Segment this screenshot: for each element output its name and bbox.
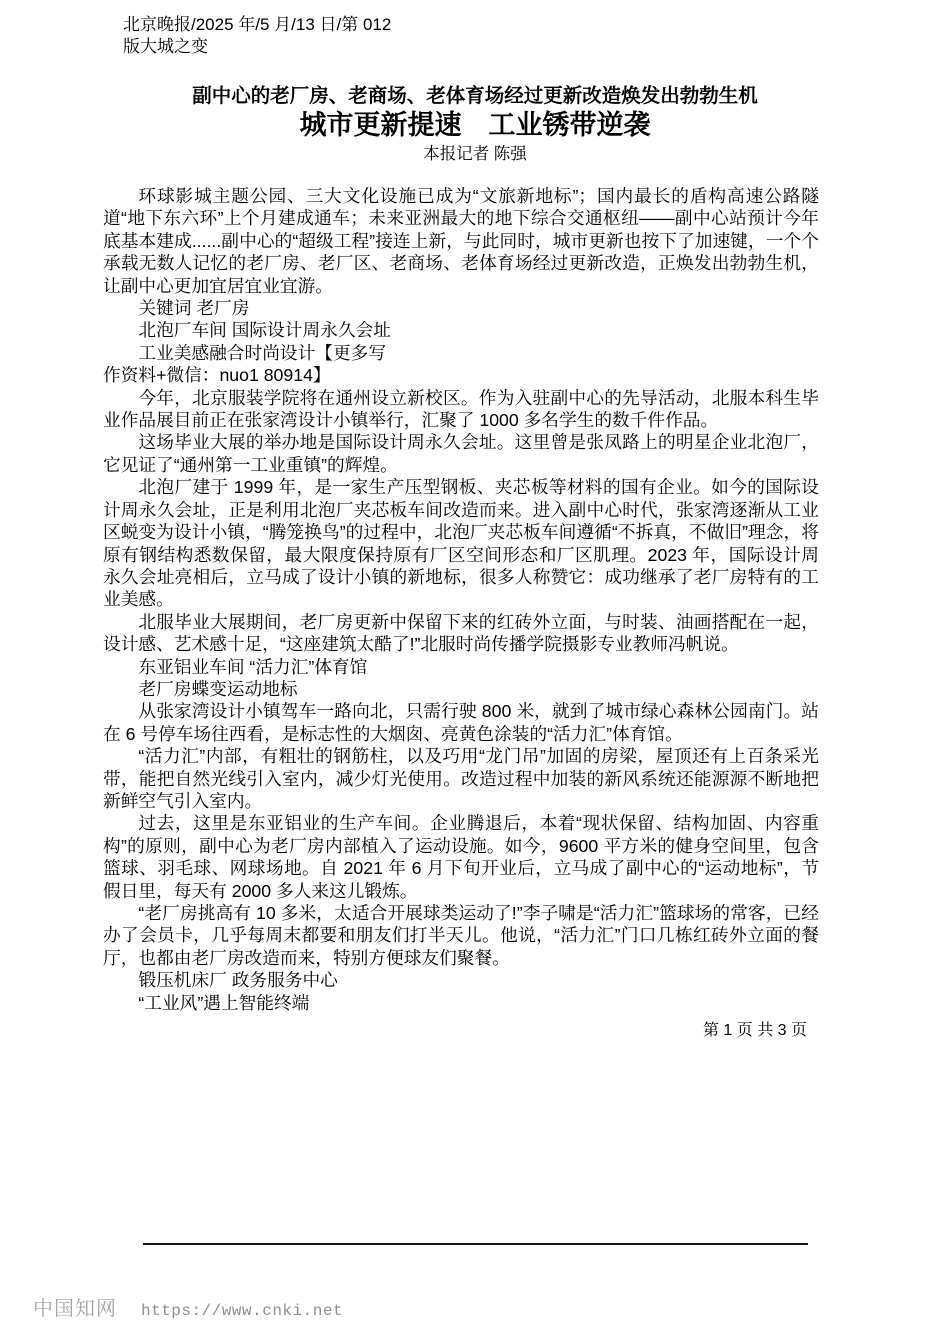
cnki-url-text: https://www.cnki.net	[141, 1302, 344, 1320]
paragraph-section-subheading: 工业美感融合时尚设计【更多写	[138, 342, 387, 363]
paragraph-body: 从张家湾设计小镇驾车一路向北，只需行驶 800 米，就到了城市绿心森林公园南门。站在 6 号停车场往西看，是标志性的大烟囱、亮黄色涂装的“活力汇”体育馆。	[103, 701, 819, 744]
paragraph-body: “老厂房挑高有 10 多米，太适合开展球类运动了!”李子啸是“活力汇”篮球场的常客，已经办了会员卡，几乎每周末都要和朋友们打半天儿。他说，“活力汇”门口几栋红砖外立面的餐厅，也都由老厂房改造而来，特别方便球友们聚餐。	[103, 903, 819, 968]
footer-divider	[143, 1243, 808, 1245]
paragraph-section-subheading: 老厂房蝶变运动地标	[138, 678, 298, 699]
article-body	[103, 185, 819, 1014]
paragraph-section-heading: 北泡厂车间 国际设计周永久会址	[138, 320, 391, 341]
paragraph-body: “活力汇”内部，有粗壮的钢筋柱，以及巧用“龙门吊”加固的房梁，屋顶还有上百条采光带，能把自然光线引入室内，减少灯光使用。改造过程中加装的新风系统还能源源不断地把新鲜空气引入室内。	[103, 746, 819, 811]
paragraph-section-heading: 锻压机床厂 政务服务中心	[138, 970, 338, 991]
paragraph-section-subheading: “工业风”遇上智能终端	[138, 992, 310, 1013]
paragraph-section-subheading-cont: 作资料+微信：nuo1 80914】	[103, 365, 331, 386]
article-byline: 本报记者 陈强	[423, 145, 527, 163]
cnki-logo-text: 中国知网	[33, 1298, 117, 1320]
article-title: 城市更新提速 工业锈带逆袭	[299, 110, 651, 140]
article-kicker: 副中心的老厂房、老商场、老体育场经过更新改造焕发出勃勃生机	[192, 85, 758, 107]
paragraph-section-heading: 东亚铝业车间 “活力汇”体育馆	[138, 656, 368, 677]
paragraph-keyword: 关键词 老厂房	[138, 298, 250, 319]
paragraph-body: 过去，这里是东亚铝业的生产车间。企业腾退后，本着“现状保留、结构加固、内容重构”的原则，副中心为老厂房内部植入了运动设施。如今，9600 平方米的健身空间里，包含篮球、羽毛球、网球场地。自 2021 年 6 月下旬开业后，立马成了副中心的“运动地标”，节假日里，每天有 2000 多人来这儿锻炼。	[103, 813, 819, 901]
title-block	[0, 84, 950, 165]
paragraph-intro: 环球影城主题公园、三大文化设施已成为“文旅新地标”；国内最长的盾构高速公路隧道“地下东六环”上个月建成通车；未来亚洲最大的地下综合交通枢纽——副中心站预计今年底基本建成......副中心的“超级工程”接连上新，与此同时，城市更新也按下了加速键，一个个承载无数人记忆的老厂房、老厂区、老商场、老体育场经过更新改造，正焕发出勃勃生机，让副中心更加宜居宜业宜游。	[103, 186, 819, 296]
source-header-line-1: 北京晚报/2025 年/5 月/13 日/第 012	[123, 15, 392, 34]
paragraph-body: 今年，北京服装学院将在通州设立新校区。作为入驻副中心的先导活动，北服本科生毕业作品展目前正在张家湾设计小镇举行，汇聚了 1000 多名学生的数千件作品。	[103, 387, 819, 431]
page-number: 第 1 页 共 3 页	[702, 1022, 807, 1039]
cnki-watermark	[33, 1292, 343, 1321]
source-header-line-2: 版大城之变	[123, 37, 208, 56]
source-header	[123, 14, 391, 58]
paragraph-body: 北泡厂建于 1999 年，是一家生产压型钢板、夹芯板等材料的国有企业。如今的国际设计周永久会址，正是利用北泡厂夹芯板车间改造而来。进入副中心时代，张家湾逐渐从工业区蜕变为设计小镇，“腾笼换鸟”的过程中，北泡厂夹芯板车间遵循“不拆真，不做旧”理念，将原有钢结构悉数保留，最大限度保持原有厂区空间形态和厂区肌理。2023 年，国际设计周永久会址亮相后，立马成了设计小镇的新地标，很多人称赞它：成功继承了老厂房特有的工业美感。	[103, 477, 819, 610]
paragraph-body: 北服毕业大展期间，老厂房更新中保留下来的红砖外立面，与时装、油画搭配在一起，设计感、艺术感十足，“这座建筑太酷了!”北服时尚传播学院摄影专业教师冯帆说。	[103, 611, 819, 655]
paragraph-body: 这场毕业大展的举办地是国际设计周永久会址。这里曾是张凤路上的明星企业北泡厂，它见证了“通州第一工业重镇”的辉煌。	[103, 432, 819, 475]
